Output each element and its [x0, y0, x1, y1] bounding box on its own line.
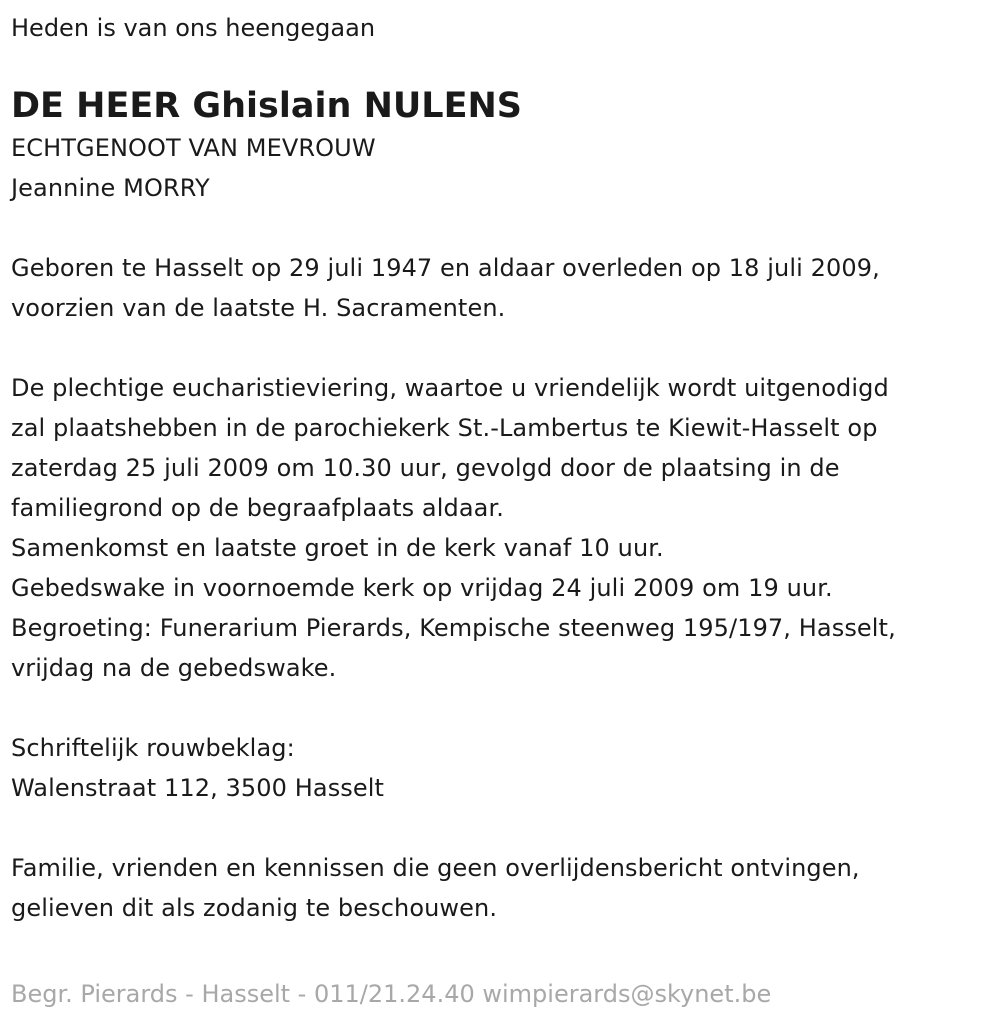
ceremony-line: Begroeting: Funerarium Pierards, Kempische steenweg 195/197, Hasselt, [11, 614, 896, 642]
funeral-home-footer: Begr. Pierards - Hasselt - 011/21.24.40 wimpierards@skynet.be [11, 980, 772, 1008]
birth-death-line: voorzien van de laatste H. Sacramenten. [11, 294, 506, 322]
ceremony-line: Gebedswake in voornoemde kerk op vrijdag 24 juli 2009 om 19 uur. [11, 574, 833, 602]
ceremony-line: vrijdag na de gebedswake. [11, 654, 337, 682]
spouse-line-1: ECHTGENOOT VAN MEVROUW [11, 134, 376, 162]
ceremony-line: familiegrond op de begraafplaats aldaar. [11, 494, 504, 522]
ceremony-line: zal plaatshebben in de parochiekerk St.-Lambertus te Kiewit-Hasselt op [11, 414, 878, 442]
condolences-address: Walenstraat 112, 3500 Hasselt [11, 774, 385, 802]
condolences-line: Schriftelijk rouwbeklag: [11, 734, 295, 762]
ceremony-line: zaterdag 25 juli 2009 om 10.30 uur, gevolgd door de plaatsing in de [11, 454, 840, 482]
spouse-line-2: Jeannine MORRY [11, 174, 210, 202]
birth-death-line: Geboren te Hasselt op 29 juli 1947 en aldaar overleden op 18 juli 2009, [11, 254, 880, 282]
closing-line: Familie, vrienden en kennissen die geen overlijdensbericht ontvingen, [11, 854, 860, 882]
closing-line: gelieven dit als zodanig te beschouwen. [11, 894, 498, 922]
intro-text: Heden is van ons heengegaan [11, 14, 376, 42]
deceased-name: DE HEER Ghislain NULENS [11, 86, 523, 126]
ceremony-line: Samenkomst en laatste groet in de kerk vanaf 10 uur. [11, 534, 664, 562]
spacer [11, 808, 991, 848]
spacer [11, 328, 991, 368]
death-notice [11, 8, 991, 928]
ceremony-line: De plechtige eucharistieviering, waartoe u vriendelijk wordt uitgenodigd [11, 374, 889, 402]
spacer [11, 208, 991, 248]
spacer [11, 688, 991, 728]
